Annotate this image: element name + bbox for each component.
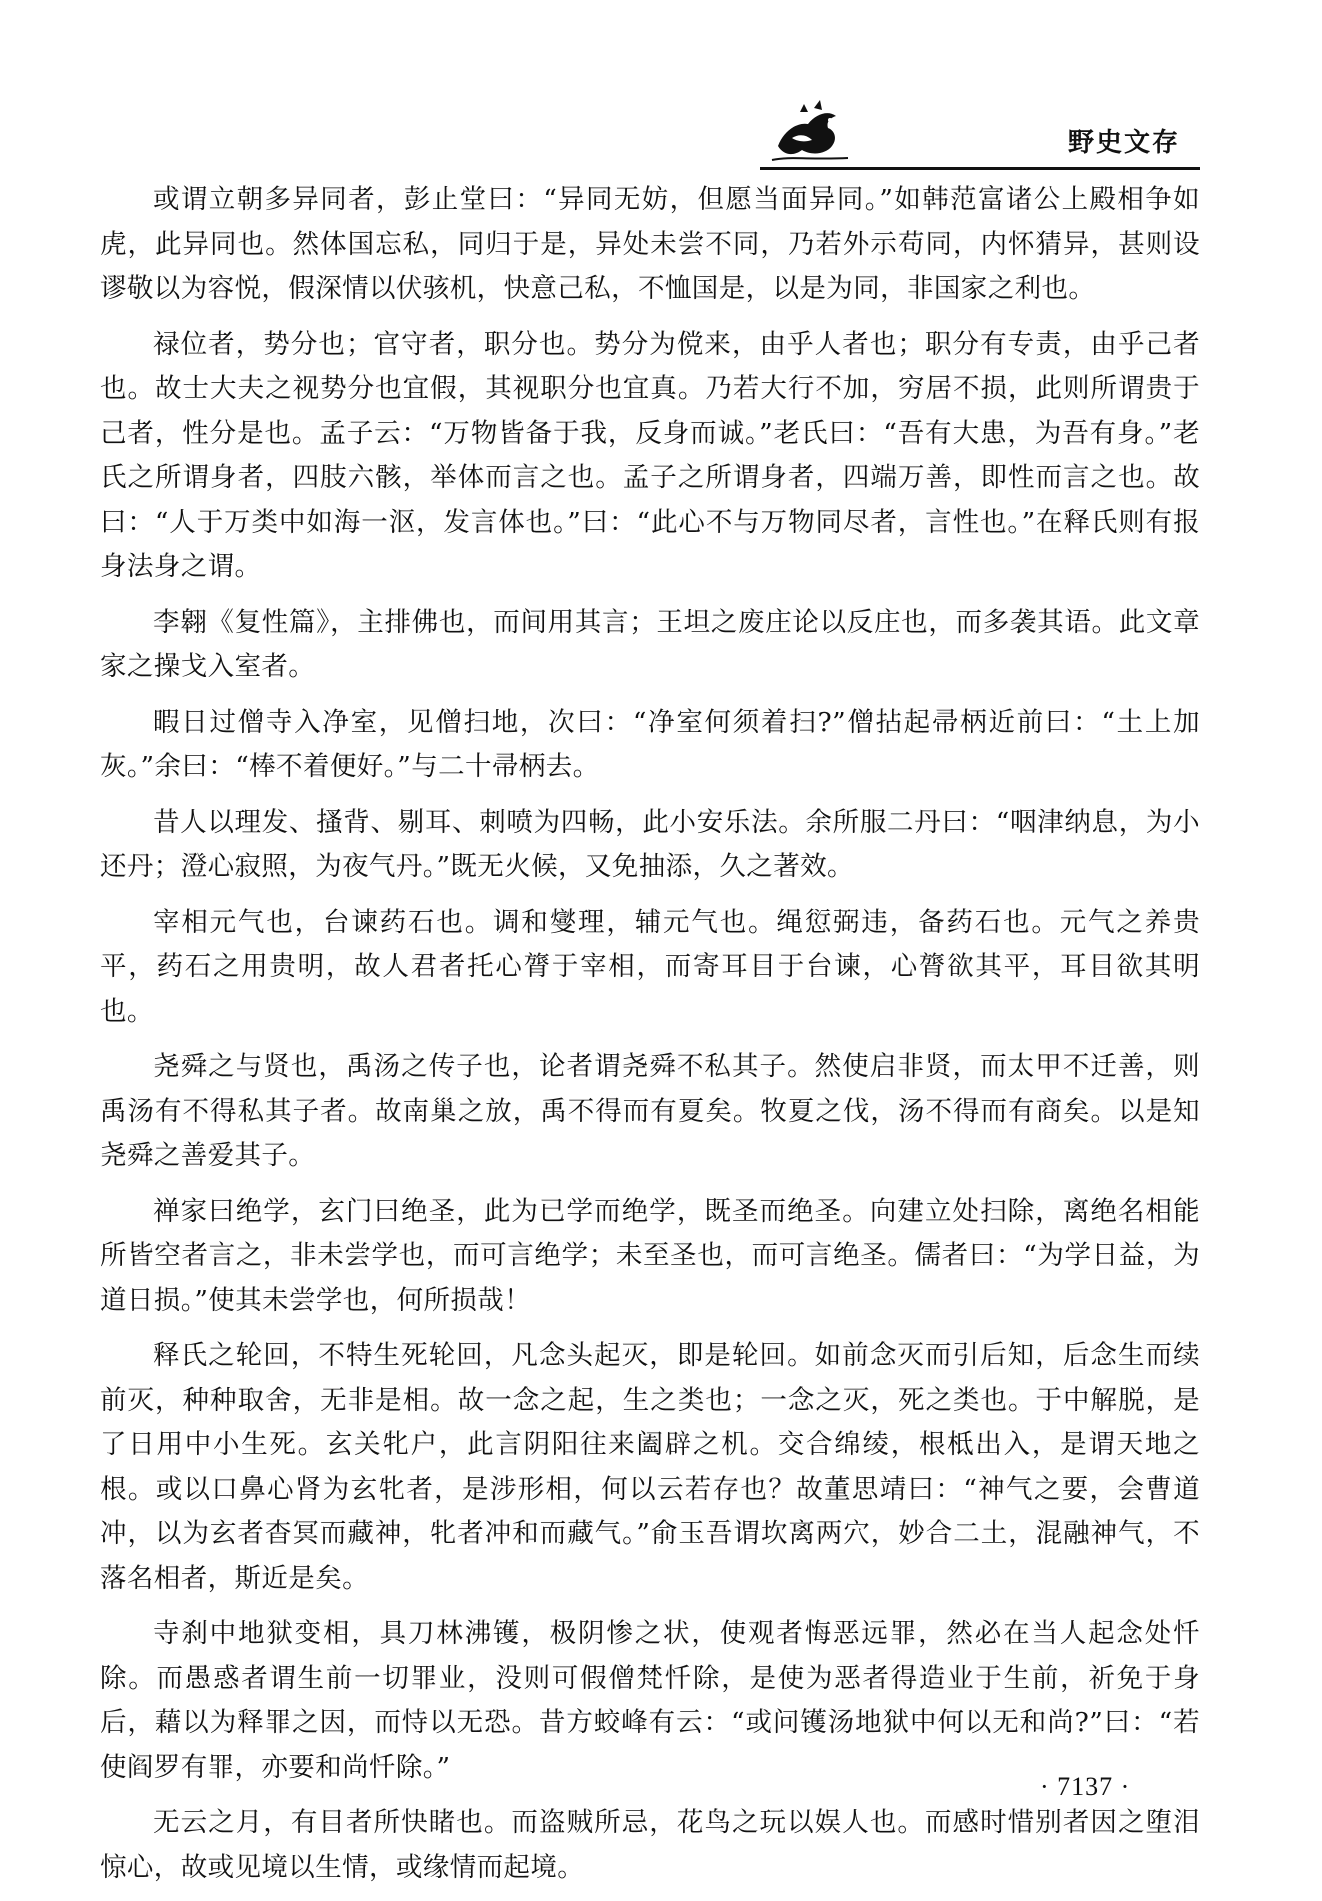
paragraph: 无云之月，有目者所快睹也。而盗贼所忌，花鸟之玩以娱人也。而感时惜别者因之堕泪惊心，故或见境以生情，或缘情而起境。: [100, 1807, 1200, 1883]
running-header-title: 野史文存: [1067, 128, 1180, 158]
paragraph: 寺刹中地狱变相，具刀林沸镬，极阴惨之状，使观者悔恶远罪，然必在当人起念处忏除。而愚惑者谓生前一切罪业，没则可假僧梵忏除，是使为恶者得造业于生前，祈免于身后，藉以为释罪之因，而恃以无恐。昔方蛟峰有云：“或问镬汤地狱中何以无和尚?”曰：“若使阎罗有罪，亦要和尚忏除。”: [100, 1618, 1200, 1783]
header-rule: [760, 167, 1200, 170]
running-header: [760, 100, 1200, 170]
paragraph: 禄位者，势分也；官守者，职分也。势分为傥来，由乎人者也；职分有专责，由乎己者也。故士大夫之视势分也宜假，其视职分也宜真。乃若大行不加，穷居不损，此则所谓贵于己者，性分是也。孟子云：“万物皆备于我，反身而诚。”老氏曰：“吾有大患，为吾有身。”老氏之所谓身者，四肢六骸，举体而言之也。孟子之所谓身者，四端万善，即性而言之也。故曰：“人于万类中如海一沤，发言体也。”曰：“此心不与万物同尽者，言性也。”在释氏则有报身法身之谓。: [100, 328, 1200, 582]
body-text: [100, 178, 1200, 1901]
paragraph: 昔人以理发、搔背、剔耳、刺喷为四畅，此小安乐法。余所服二丹曰：“咽津纳息，为小还丹；澄心寂照，为夜气丹。”既无火候，又免抽添，久之著效。: [100, 806, 1200, 882]
paragraph: 李翱《复性篇》，主排佛也，而间用其言；王坦之废庄论以反庄也，而多袭其语。此文章家之操戈入室者。: [100, 606, 1200, 682]
paragraph: 宰相元气也，台谏药石也。调和燮理，辅元气也。绳愆弼违，备药石也。元气之养贵平，药石之用贵明，故人君者托心膂于宰相，而寄耳目于台谏，心膂欲其平，耳目欲其明也。: [100, 906, 1200, 1027]
paragraph: 或谓立朝多异同者，彭止堂曰：“异同无妨，但愿当面异同。”如韩范富诸公上殿相争如虎，此异同也。然体国忘私，同归于是，异处未尝不同，乃若外示苟同，内怀猜异，甚则设谬敬以为容悦，假深情以伏骇机，快意己私，不恤国是，以是为同，非国家之利也。: [100, 184, 1200, 304]
paragraph: 尧舜之与贤也，禹汤之传子也，论者谓尧舜不私其子。然使启非贤，而太甲不迁善，则禹汤有不得私其子者。故南巢之放，禹不得而有夏矣。牧夏之伐，汤不得而有商矣。以是知尧舜之善爱其子。: [100, 1051, 1200, 1171]
paragraph: 暇日过僧寺入净室，见僧扫地，次曰：“净室何须着扫?”僧拈起帚柄近前曰：“土上加灰。”余曰：“棒不着便好。”与二十帚柄去。: [100, 706, 1200, 782]
dragon-emblem-icon: [770, 100, 850, 166]
paragraph: 禅家曰绝学，玄门曰绝圣，此为已学而绝学，既圣而绝圣。向建立处扫除，离绝名相能所皆空者言之，非未尝学也，而可言绝学；未至圣也，而可言绝圣。儒者曰：“为学日益，为道日损。”使其未尝学也，何所损哉！: [100, 1195, 1200, 1316]
paragraph: 释氏之轮回，不特生死轮回，凡念头起灭，即是轮回。如前念灭而引后知，后念生而续前灭，种种取舍，无非是相。故一念之起，生之类也；一念之灭，死之类也。于中解脱，是了日用中小生死。玄关牝户，此言阴阳往来阖辟之机。交合绵绫，根柢出入，是谓天地之根。或以口鼻心肾为玄牝者，是涉形相，何以云若存也？故董思靖曰：“神气之要，会曹道冲，以为玄者杳冥而藏神，牝者冲和而藏气。”俞玉吾谓坎离两穴，妙合二土，混融神气，不落名相者，斯近是矣。: [100, 1340, 1200, 1594]
page-number: · 7137 ·: [1040, 1772, 1131, 1801]
